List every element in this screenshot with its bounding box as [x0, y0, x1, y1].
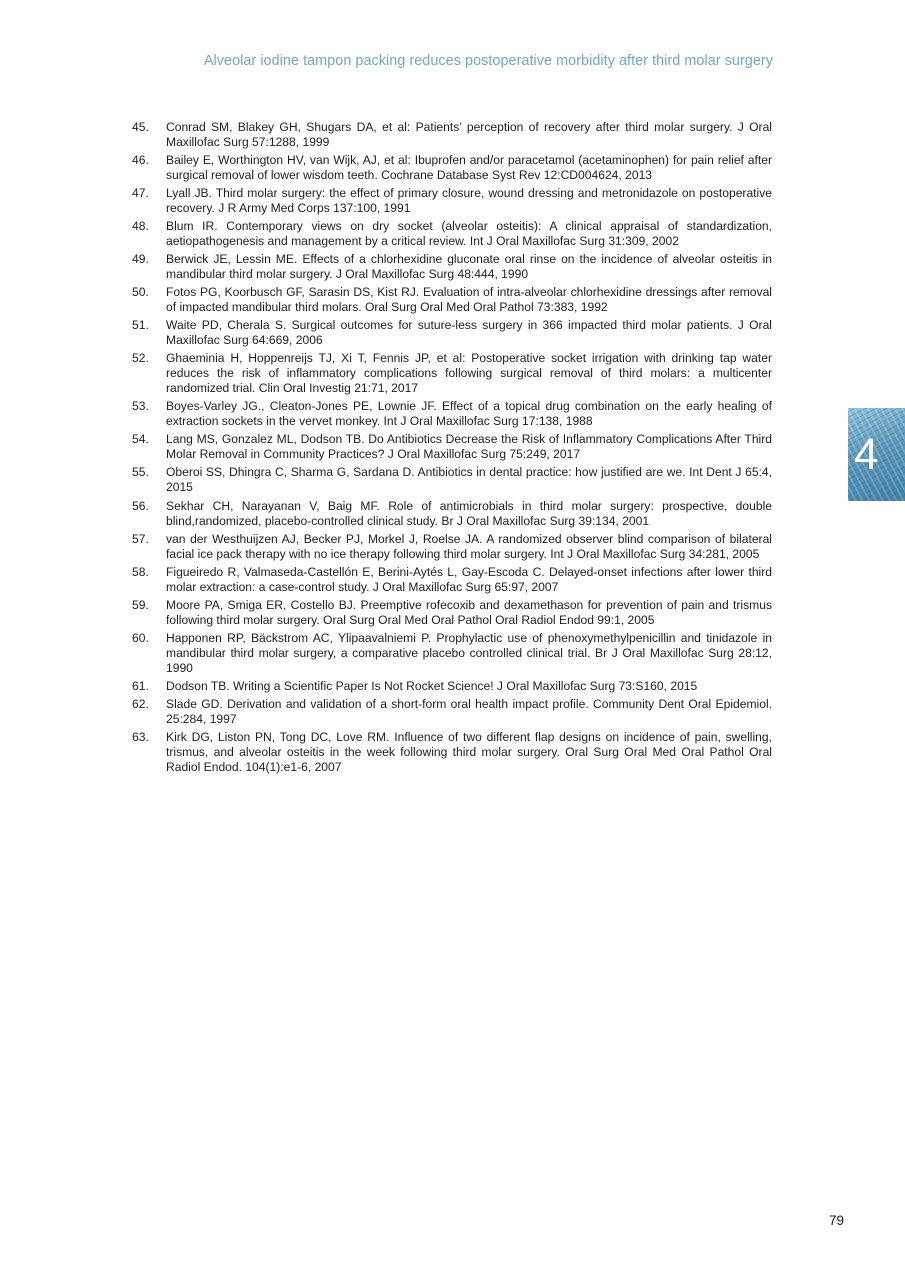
reference-item [132, 153, 772, 183]
reference-text: Berwick JE, Lessin ME. Effects of a chlorhexidine gluconate oral rinse on the incidence of alveolar osteitis in mandibular third molar surgery. J Oral Maxillofac Surg 48:444, 1990 [166, 252, 772, 282]
reference-text: Boyes-Varley JG., Cleaton-Jones PE, Lownie JF. Effect of a topical drug combination on the early healing of extraction sockets in the vervet monkey. Int J Oral Maxillofac Surg 17:138, 1988 [166, 399, 772, 429]
reference-item [132, 679, 772, 694]
reference-item [132, 285, 772, 315]
reference-text: Waite PD, Cherala S. Surgical outcomes for suture-less surgery in 366 impacted third molar patients. J Oral Maxillofac Surg 64:669, 2006 [166, 318, 772, 348]
reference-number: 49. [132, 252, 149, 267]
reference-number: 56. [132, 498, 149, 513]
reference-text: Bailey E, Worthington HV, van Wijk, AJ, et al: Ibuprofen and/or paracetamol (acetaminophen) for pain relief after surgical removal of lower wisdom teeth. Cochrane Database Syst Rev 12:CD004624, 2013 [166, 153, 772, 183]
reference-text: Figueiredo R, Valmaseda-Castellón E, Berini-Aytés L, Gay-Escoda C. Delayed-onset infections after lower third molar extraction: a case-control study. J Oral Maxillofac Surg 65:97, 2007 [166, 564, 772, 594]
reference-item [132, 399, 772, 429]
reference-text: Blum IR. Contemporary views on dry socket (alveolar osteitis): A clinical appraisal of standardization, aetiopathogenesis and management by a critical review. Int J Oral Maxillofac Surg 31:309, 2002 [166, 219, 772, 249]
reference-number: 55. [132, 465, 149, 480]
reference-text: Lyall JB. Third molar surgery: the effect of primary closure, wound dressing and metronidazole on postoperative recovery. J R Army Med Corps 137:100, 1991 [166, 186, 772, 216]
reference-item [132, 318, 772, 348]
reference-text: Dodson TB. Writing a Scientific Paper Is Not Rocket Science! J Oral Maxillofac Surg 73:S160, 2015 [166, 678, 698, 693]
reference-text: Slade GD. Derivation and validation of a short-form oral health impact profile. Community Dent Oral Epidemiol. 25:284, 1997 [166, 696, 772, 726]
reference-number: 62. [132, 696, 149, 711]
reference-number: 59. [132, 597, 149, 612]
reference-number: 47. [132, 186, 149, 201]
reference-item [132, 499, 772, 529]
reference-number: 50. [132, 285, 149, 300]
reference-item [132, 565, 772, 595]
reference-item [132, 532, 772, 562]
reference-number: 45. [132, 120, 149, 134]
reference-item [132, 120, 772, 150]
reference-text: Sekhar CH, Narayanan V, Baig MF. Role of antimicrobials in third molar surgery: prospective, double blind,randomized, placebo-controlled clinical study. Br J Oral Maxillofac Surg 39:134, 2001 [166, 498, 772, 528]
reference-text: Oberoi SS, Dhingra C, Sharma G, Sardana D. Antibiotics in dental practice: how justified are we. Int Dent J 65:4, 2015 [166, 465, 772, 495]
reference-list [132, 120, 772, 778]
reference-item [132, 186, 772, 216]
reference-number: 54. [132, 432, 149, 447]
reference-text: Fotos PG, Koorbusch GF, Sarasin DS, Kist RJ. Evaluation of intra-alveolar chlorhexidine dressings after removal of impacted mandibular third molars. Oral Surg Oral Med Oral Pathol 73:383, 1992 [166, 285, 772, 315]
reference-number: 53. [132, 399, 149, 414]
reference-number: 52. [132, 351, 149, 366]
reference-number: 60. [132, 630, 149, 645]
reference-text: Happonen RP, Bäckstrom AC, Ylipaavalniemi P. Prophylactic use of phenoxymethylpenicillin and tinidazole in mandibular third molar surgery, a comparative placebo controlled clinical trial. Br J Oral Maxillofac Surg 28:12, 1990 [166, 630, 772, 675]
reference-text: Ghaeminia H, Hoppenreijs TJ, Xi T, Fennis JP, et al: Postoperative socket irrigation with drinking tap water reduces the risk of inflammatory complications following surgical removal of third molars: a multicenter randomized trial. Clin Oral Investig 21:71, 2017 [166, 351, 772, 396]
reference-item [132, 219, 772, 249]
reference-item [132, 351, 772, 396]
reference-number: 63. [132, 729, 149, 744]
reference-number: 48. [132, 219, 149, 234]
page-number: 79 [829, 1213, 845, 1228]
reference-number: 51. [132, 318, 149, 333]
reference-text: van der Westhuijzen AJ, Becker PJ, Morkel J, Roelse JA. A randomized observer blind comparison of bilateral facial ice pack therapy with no ice therapy following third molar surgery. Int J Oral Maxillofac Surg 34:281, 2005 [166, 531, 772, 561]
reference-text: Moore PA, Smiga ER, Costello BJ. Preemptive rofecoxib and dexamethason for prevention of pain and trismus following third molar surgery. Oral Surg Oral Med Oral Pathol Oral Radiol Endod 99:1, 2005 [166, 597, 772, 627]
chapter-tab [848, 408, 905, 501]
reference-item [132, 252, 772, 282]
reference-number: 46. [132, 153, 149, 168]
reference-item [132, 631, 772, 676]
running-header: Alveolar iodine tampon packing reduces postoperative morbidity after third molar surgery [203, 53, 773, 69]
reference-text: Conrad SM, Blakey GH, Shugars DA, et al: Patients’ perception of recovery after third molar surgery. J Oral Maxillofac Surg 57:1288, 1999 [166, 120, 772, 149]
chapter-number: 4 [854, 430, 879, 479]
reference-item [132, 432, 772, 462]
reference-number: 58. [132, 564, 149, 579]
reference-item [132, 465, 772, 495]
reference-number: 61. [132, 678, 149, 693]
reference-item [132, 598, 772, 628]
reference-number: 57. [132, 531, 149, 546]
reference-text: Lang MS, Gonzalez ML, Dodson TB. Do Antibiotics Decrease the Risk of Inflammatory Complications After Third Molar Removal in Community Practices? J Oral Maxillofac Surg 75:249, 2017 [166, 432, 772, 462]
reference-text: Kirk DG, Liston PN, Tong DC, Love RM. Influence of two different flap designs on incidence of pain, swelling, trismus, and alveolar osteitis in the week following third molar surgery. Oral Surg Oral Med Oral Pathol Oral Radiol Endod. 104(1):e1-6, 2007 [166, 729, 772, 774]
reference-item [132, 697, 772, 727]
reference-item [132, 730, 772, 775]
